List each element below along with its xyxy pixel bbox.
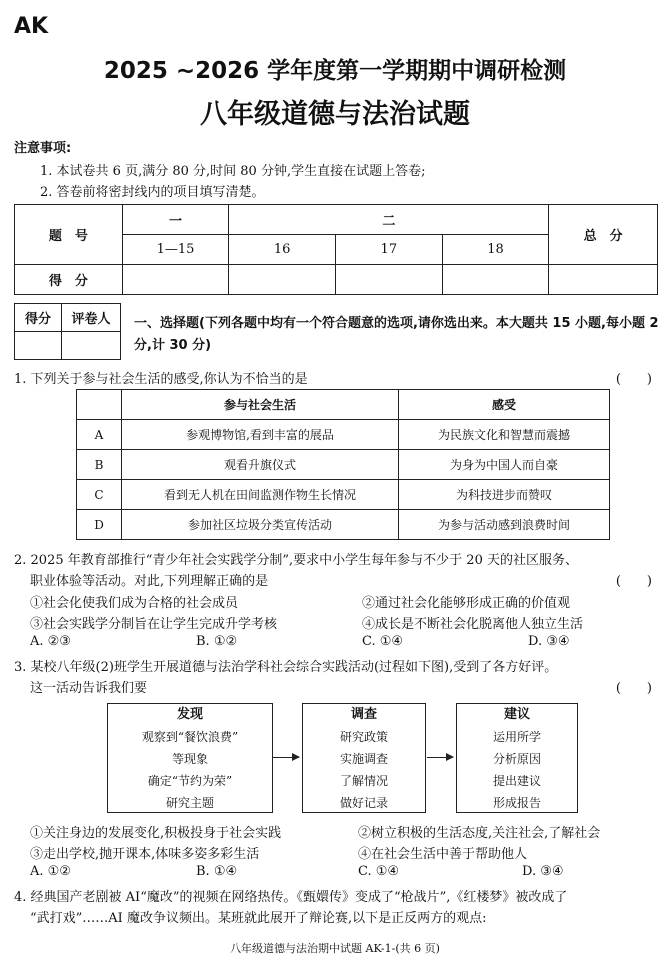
score-row-label: 得 分: [15, 265, 123, 295]
flow-line: 分析原因: [492, 752, 541, 766]
arrow-icon: [273, 757, 299, 758]
flow-line: 形成报告: [492, 796, 541, 810]
option-a[interactable]: A. ②③: [30, 634, 71, 649]
arrow-icon: [427, 757, 453, 758]
option-d[interactable]: D. ③④: [528, 634, 570, 649]
col-header-activity: 参与社会生活: [122, 390, 399, 420]
answer-paren[interactable]: ( ): [615, 681, 652, 696]
statement-1: ①社会化使我们成为合格的社会成员: [30, 596, 239, 611]
question-4-stem: 4. 经典国产老剧被 AI“魔改”的视频在网络热传。《甄嬛传》变成了“枪战片”,《红楼梦》被改成了: [14, 890, 568, 905]
notice-item: 1. 本试卷共 6 页,满分 80 分,时间 80 分钟,学生直接在试题上答卷;: [40, 164, 426, 179]
row-activity: 参观博物馆,看到丰富的展品: [122, 420, 399, 450]
option-b[interactable]: B. ①④: [196, 864, 238, 879]
col-1-15: 1—15: [122, 235, 229, 265]
flow-line: 实施调查: [339, 752, 388, 766]
score-cell[interactable]: [122, 265, 229, 295]
flow-title: 发现: [176, 707, 203, 722]
flow-line: 做好记录: [339, 796, 388, 810]
row-feeling: 为科技进步而赞叹: [399, 480, 610, 510]
option-b[interactable]: B. ①②: [196, 634, 238, 649]
col-16: 16: [229, 235, 336, 265]
flow-line: 等现象: [171, 752, 208, 766]
col-header-feeling: 感受: [399, 390, 610, 420]
score-table: [14, 204, 658, 295]
notice-heading: 注意事项:: [14, 141, 72, 156]
answer-paren[interactable]: ( ): [615, 372, 652, 387]
total-score-label: 总 分: [549, 205, 658, 265]
flow-line: 研究主题: [165, 796, 214, 810]
statement-4: ④在社会生活中善于帮助他人: [358, 847, 528, 862]
flow-box-suggest: [456, 703, 578, 813]
total-score-cell[interactable]: [549, 265, 658, 295]
flow-line: 运用所学: [492, 730, 541, 744]
grader-name-cell[interactable]: [62, 332, 121, 360]
section-one-instructions: 一、选择题(下列各题中均有一个符合题意的选项,请你选出来。本大题共 15 小题,每小题 2 分,计 30 分): [134, 316, 659, 353]
notice-item: 2. 答卷前将密封线内的项目填写清楚。: [40, 185, 265, 200]
question-2-stem-cont: 职业体验等活动。对此,下列理解正确的是: [30, 574, 269, 589]
page-footer: 八年级道德与法治期中试题 AK-1-(共 6 页): [230, 942, 440, 955]
statement-2: ②树立积极的生活态度,关注社会,了解社会: [358, 826, 601, 841]
row-letter: A: [77, 420, 122, 450]
answer-paren[interactable]: ( ): [615, 574, 652, 589]
statement-3: ③社会实践学分制旨在让学生完成升学考核: [30, 617, 278, 632]
flow-box-investigate: [302, 703, 426, 813]
option-d[interactable]: D. ③④: [522, 864, 564, 879]
paper-code: AK: [14, 14, 49, 39]
row-activity: 参加社区垃圾分类宣传活动: [122, 510, 399, 540]
option-a[interactable]: A. ①②: [30, 864, 71, 879]
row-letter: C: [77, 480, 122, 510]
section-one-header: 一: [122, 205, 229, 235]
section-two-header: 二: [229, 205, 549, 235]
score-cell[interactable]: [229, 265, 336, 295]
statement-3: ③走出学校,抛开课本,体味多姿多彩生活: [30, 847, 260, 862]
col-17: 17: [336, 235, 443, 265]
row-feeling: 为身为中国人而自豪: [399, 450, 610, 480]
col-18: 18: [442, 235, 549, 265]
row-feeling: 为参与活动感到浪费时间: [399, 510, 610, 540]
flow-title: 调查: [350, 707, 377, 722]
statement-1: ①关注身边的发展变化,积极投身于社会实践: [30, 826, 282, 841]
exam-title: 2025 ~2026 学年度第一学期期中调研检测: [103, 58, 567, 84]
flow-line: 提出建议: [492, 774, 541, 788]
flow-box-discover: [107, 703, 273, 813]
question-4-stem-cont: “武打戏”……AI 魔改争议频出。某班就此展开了辩论赛,以下是正反两方的观点:: [30, 911, 487, 926]
statement-4: ④成长是不断社会化脱离他人独立生活: [362, 617, 584, 632]
row-activity: 观看升旗仪式: [122, 450, 399, 480]
question-3-stem-cont: 这一活动告诉我们要: [30, 681, 148, 696]
question-3-stem: 3. 某校八年级(2)班学生开展道德与法治学科社会综合实践活动(过程如下图),受到了各方好评。: [14, 660, 558, 675]
question-1-table: [76, 389, 610, 540]
score-cell[interactable]: [336, 265, 443, 295]
flow-line: 了解情况: [339, 774, 388, 788]
flow-line: 确定“节约为荣”: [147, 774, 233, 788]
grader-score-label: 得分: [15, 304, 62, 332]
question-1-stem: 1. 下列关于参与社会生活的感受,你认为不恰当的是: [14, 372, 308, 387]
flow-line: 观察到“餐饮浪费”: [141, 730, 239, 744]
exam-subtitle: 八年级道德与法治试题: [200, 99, 470, 130]
flow-line: 研究政策: [339, 730, 388, 744]
row-letter: D: [77, 510, 122, 540]
statement-2: ②通过社会化能够形成正确的价值观: [362, 596, 571, 611]
score-cell[interactable]: [442, 265, 549, 295]
option-c[interactable]: C. ①④: [358, 864, 400, 879]
row-activity: 看到无人机在田间监测作物生长情况: [122, 480, 399, 510]
grader-name-label: 评卷人: [62, 304, 121, 332]
grader-score-cell[interactable]: [15, 332, 62, 360]
question-2-stem: 2. 2025 年教育部推行“青少年社会实践学分制”,要求中小学生每年参与不少于 20 天的社区服务、: [14, 553, 578, 568]
row-letter: B: [77, 450, 122, 480]
flow-title: 建议: [503, 707, 530, 722]
grader-box: [14, 303, 121, 360]
question-number-label: 题 号: [15, 205, 123, 265]
option-c[interactable]: C. ①④: [362, 634, 404, 649]
row-feeling: 为民族文化和智慧而震撼: [399, 420, 610, 450]
